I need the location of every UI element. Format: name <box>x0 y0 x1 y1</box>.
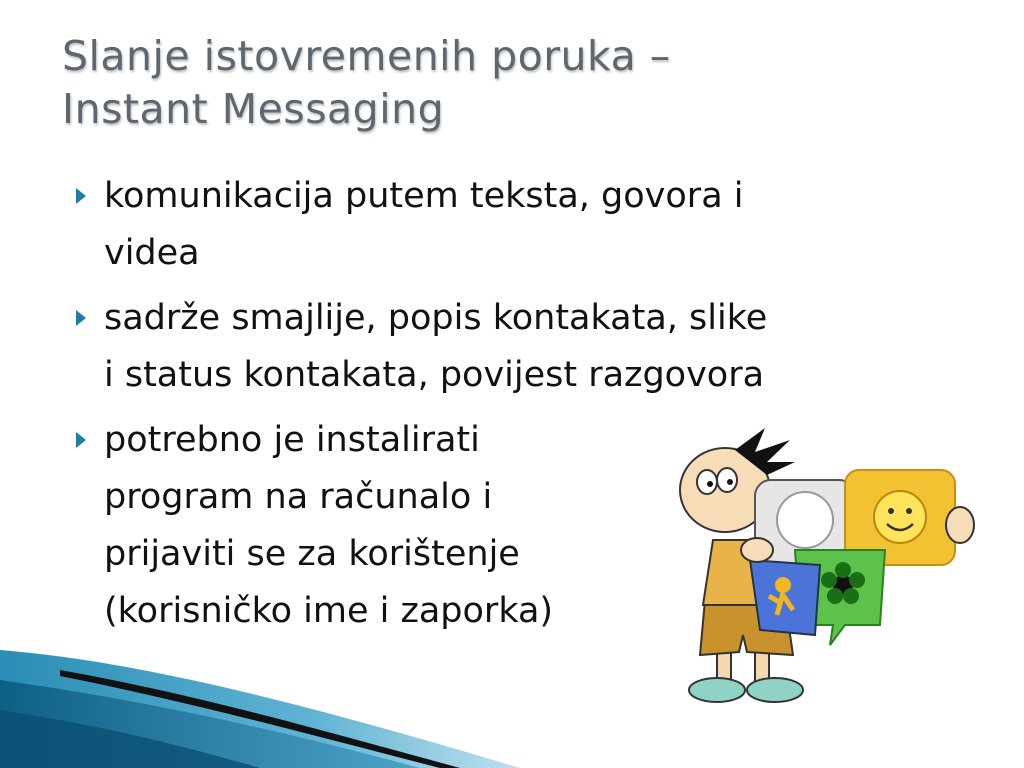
bullet-text: potrebno je instalirati program na računalo i prijaviti se za korištenje (korisničko ime i zaporka) <box>104 420 554 631</box>
boy-holding-chat-bubbles-icon <box>655 420 985 720</box>
bullet-item <box>72 290 972 404</box>
bullet-text: sadrže smajlije, popis kontakata, slike i status kontakata, povijest razgovora <box>104 298 768 395</box>
bullet-text: komunikacija putem teksta, govora i videa <box>104 176 744 273</box>
bullet-item <box>72 168 972 282</box>
arrow-bullet-icon <box>76 310 86 326</box>
arrow-bullet-icon <box>76 432 86 448</box>
slide-title: Slanje istovremenih poruka – Instant Messaging <box>62 32 671 133</box>
arrow-bullet-icon <box>76 188 86 204</box>
decorative-wave-icon <box>0 640 520 768</box>
